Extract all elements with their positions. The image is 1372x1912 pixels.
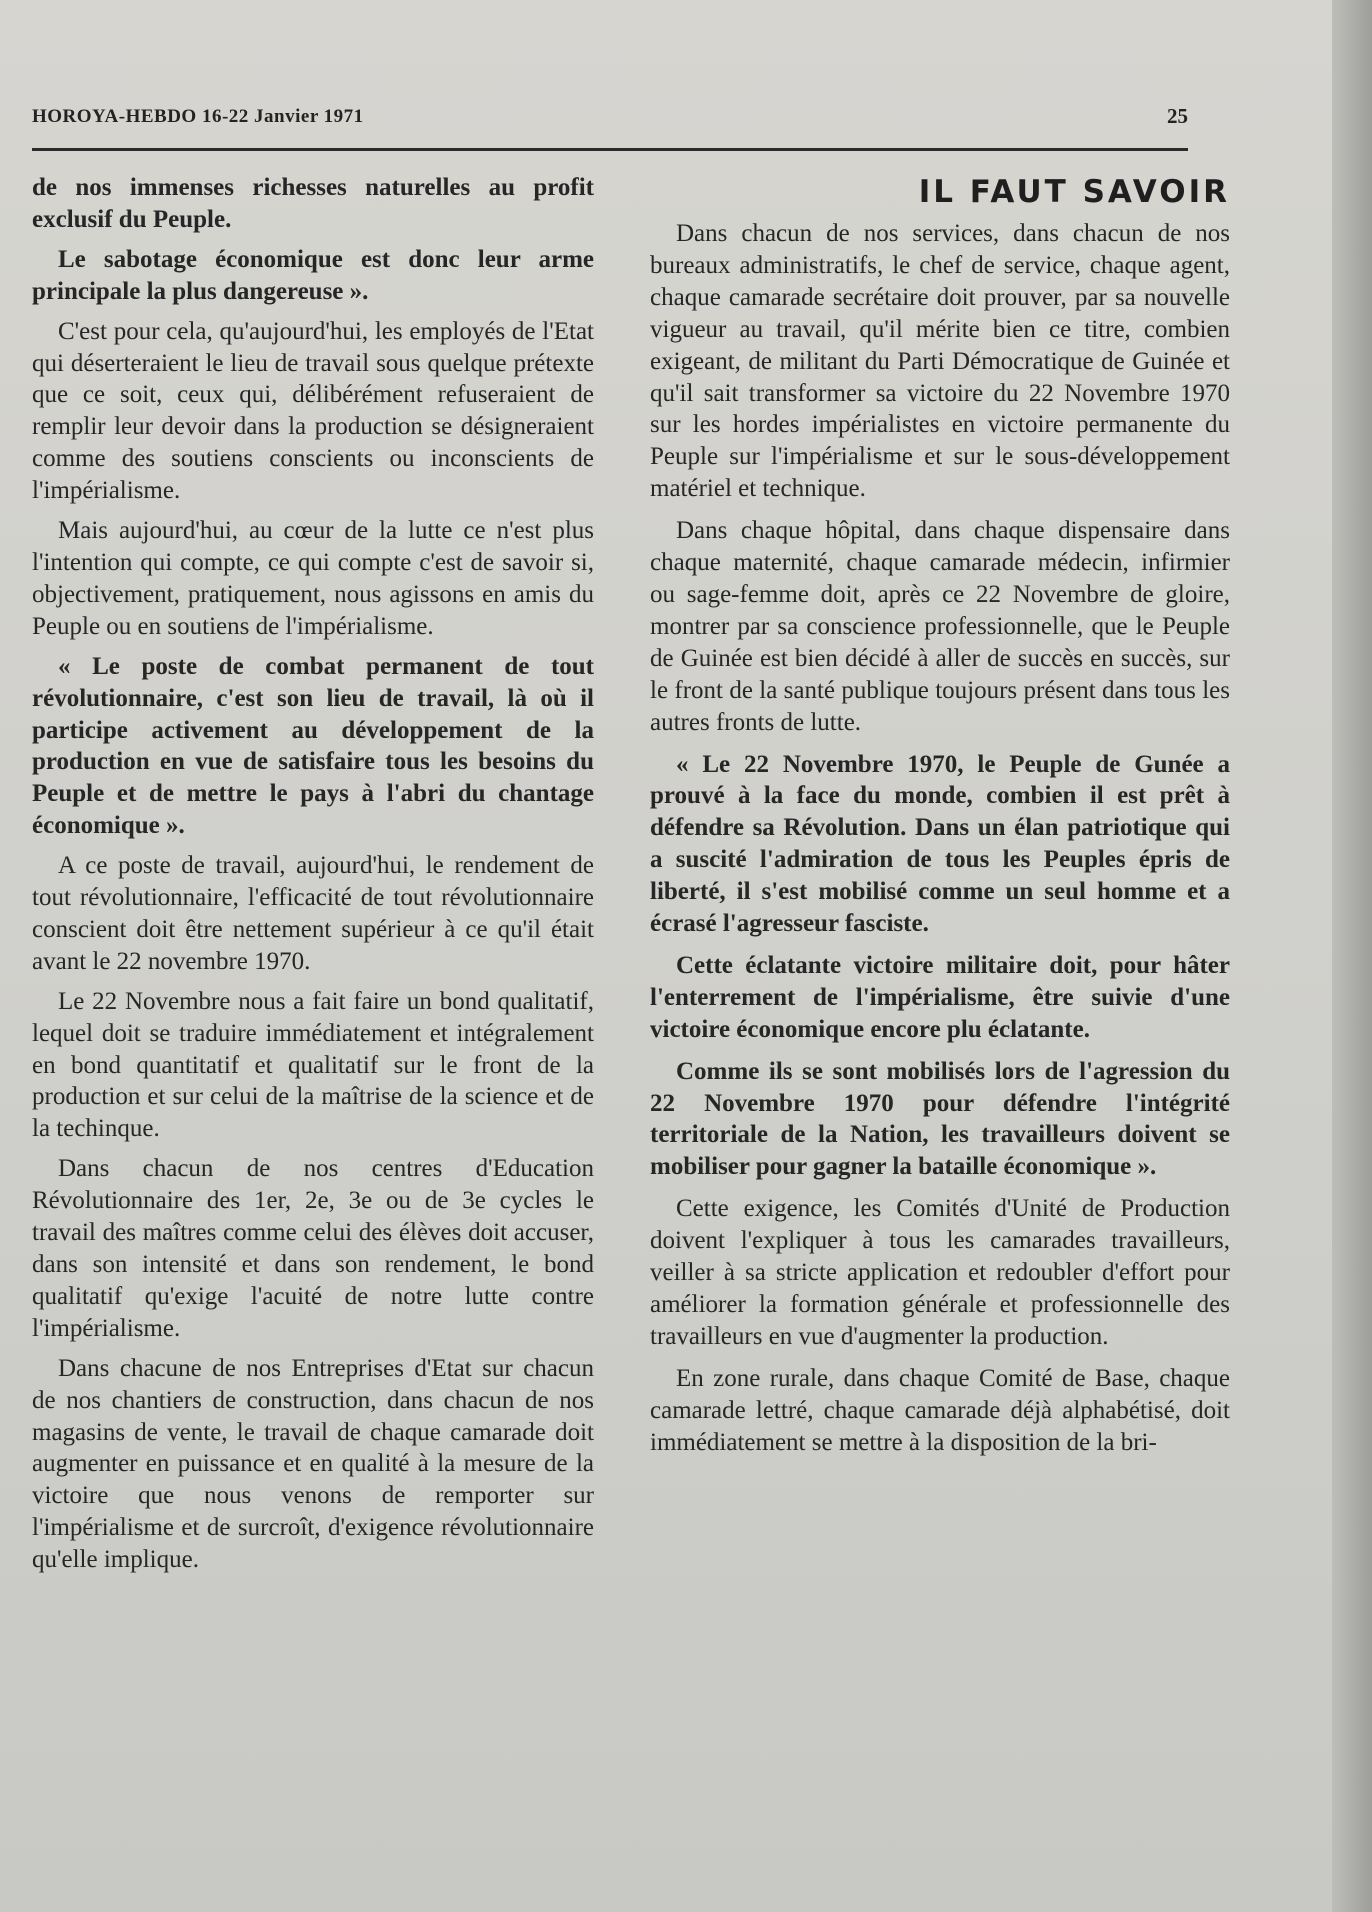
page-header [32, 100, 1188, 151]
right-paragraph-3: « Le 22 Novembre 1970, le Peuple de Gunée a prouvé à la face du monde, combien il est prêt à défendre sa Révolution. Dans un élan patriotique qui a suscité l'admiration de tous les Peuples épris de liberté, il s'est mobilisé comme un seul homme et a écrasé l'agresseur fasciste. [650, 750, 1230, 938]
left-paragraph-9: Dans chacune de nos Entreprises d'Etat sur chacun de nos chantiers de construction, dans chacun de nos magasins de vente, le travail de chaque camarade doit augmenter en puissance et en qualité à la mesure de la victoire que nous venons de remporter sur l'impérialisme et de surcroît, d'exigence révolutionnaire qu'elle implique. [32, 1354, 594, 1574]
left-column [32, 172, 594, 1584]
left-paragraph-1: de nos immenses richesses naturelles au profit exclusif du Peuple. [32, 174, 594, 233]
left-paragraph-5: « Le poste de combat permanent de tout révolutionnaire, c'est son lieu de travail, là où il participe activement au développement de la production en vue de satisfaire tous les besoins du Peuple et de mettre le pays à l'abri du chantage économique ». [32, 652, 594, 840]
left-paragraph-2: Le sabotage économique est donc leur arme principale la plus dangereuse ». [32, 245, 594, 305]
right-column [650, 172, 1230, 1469]
right-paragraph-6: Cette exigence, les Comités d'Unité de Production doivent l'expliquer à tous les camarades travailleurs, veiller à sa stricte application et redoubler d'effort pour améliorer la formation générale et professionnelle des travailleurs en vue d'augmenter la production. [650, 1195, 1230, 1350]
page-number: 25 [1167, 104, 1188, 128]
left-paragraph-4: Mais aujourd'hui, au cœur de la lutte ce n'est plus l'intention qui compte, ce qui compte c'est de savoir si, objectivement, pratiquement, nous agissons en amis du Peuple ou en soutiens de l'impérialisme. [32, 517, 594, 640]
right-paragraph-1: Dans chacun de nos services, dans chacun de nos bureaux administratifs, le chef de service, chaque agent, chaque camarade secrétaire doit prouver, par sa nouvelle vigueur au travail, qu'il mérite bien ce titre, combien exigeant, de militant du Parti Démocratique de Guinée et qu'il sait transformer sa victoire du 22 Novembre 1970 sur les hordes impérialistes en victoire permanente du Peuple sur l'impérialisme et sur le sous-développement matériel et technique. [650, 220, 1230, 503]
masthead: HOROYA-HEBDO 16-22 Janvier 1971 [32, 106, 364, 127]
article-title: IL FAUT SAVOIR [918, 174, 1230, 210]
right-paragraph-7: En zone rurale, dans chaque Comité de Base, chaque camarade lettré, chaque camarade déjà alphabétisé, doit immédiatement se mettre à la disposition de la bri- [650, 1364, 1230, 1456]
right-paragraph-4: Cette éclatante victoire militaire doit, pour hâter l'enterrement de l'impérialisme, être suivie d'une victoire économique encore plu éclatante. [650, 951, 1230, 1043]
right-paragraph-5: Comme ils se sont mobilisés lors de l'agression du 22 Novembre 1970 pour défendre l'intégrité territoriale de la Nation, les travailleurs doivent se mobiliser pour gagner la bataille économique ». [650, 1057, 1230, 1181]
right-paragraph-2: Dans chaque hôpital, dans chaque dispensaire dans chaque maternité, chaque camarade médecin, infirmier ou sage-femme doit, après ce 22 Novembre de gloire, montrer par sa conscience professionnelle, que le Peuple de Guinée est bien décidé à aller de succès en succès, sur le front de la santé publique toujours présent dans tous les autres fronts de lutte. [650, 517, 1230, 736]
left-paragraph-3: C'est pour cela, qu'aujourd'hui, les employés de l'Etat qui déserteraient le lieu de travail sous quelque prétexte que ce soit, ceux qui, délibérément refuseraient de remplir leur devoir dans la production se désigneraient comme des soutiens conscients ou inconscients de l'impérialisme. [32, 317, 594, 505]
page-spine-shadow [1332, 0, 1372, 1912]
left-paragraph-6: A ce poste de travail, aujourd'hui, le rendement de tout révolutionnaire, l'efficacité de tout révolutionnaire conscient doit être nettement supérieur à ce qu'il était avant le 22 novembre 1970. [32, 852, 594, 975]
left-paragraph-7: Le 22 Novembre nous a fait faire un bond qualitatif, lequel doit se traduire immédiatement et intégralement en bond quantitatif et qualitatif sur le front de la production et sur celui de la maîtrise de la science et de la techinque. [32, 987, 594, 1143]
left-paragraph-8: Dans chacun de nos centres d'Education Révolutionnaire des 1er, 2e, 3e ou de 3e cycles le travail des maîtres comme celui des élèves doit accuser, dans son intensité et dans son rendement, le bond qualitatif qu'exige l'acuité de notre lutte contre l'impérialisme. [32, 1155, 594, 1342]
